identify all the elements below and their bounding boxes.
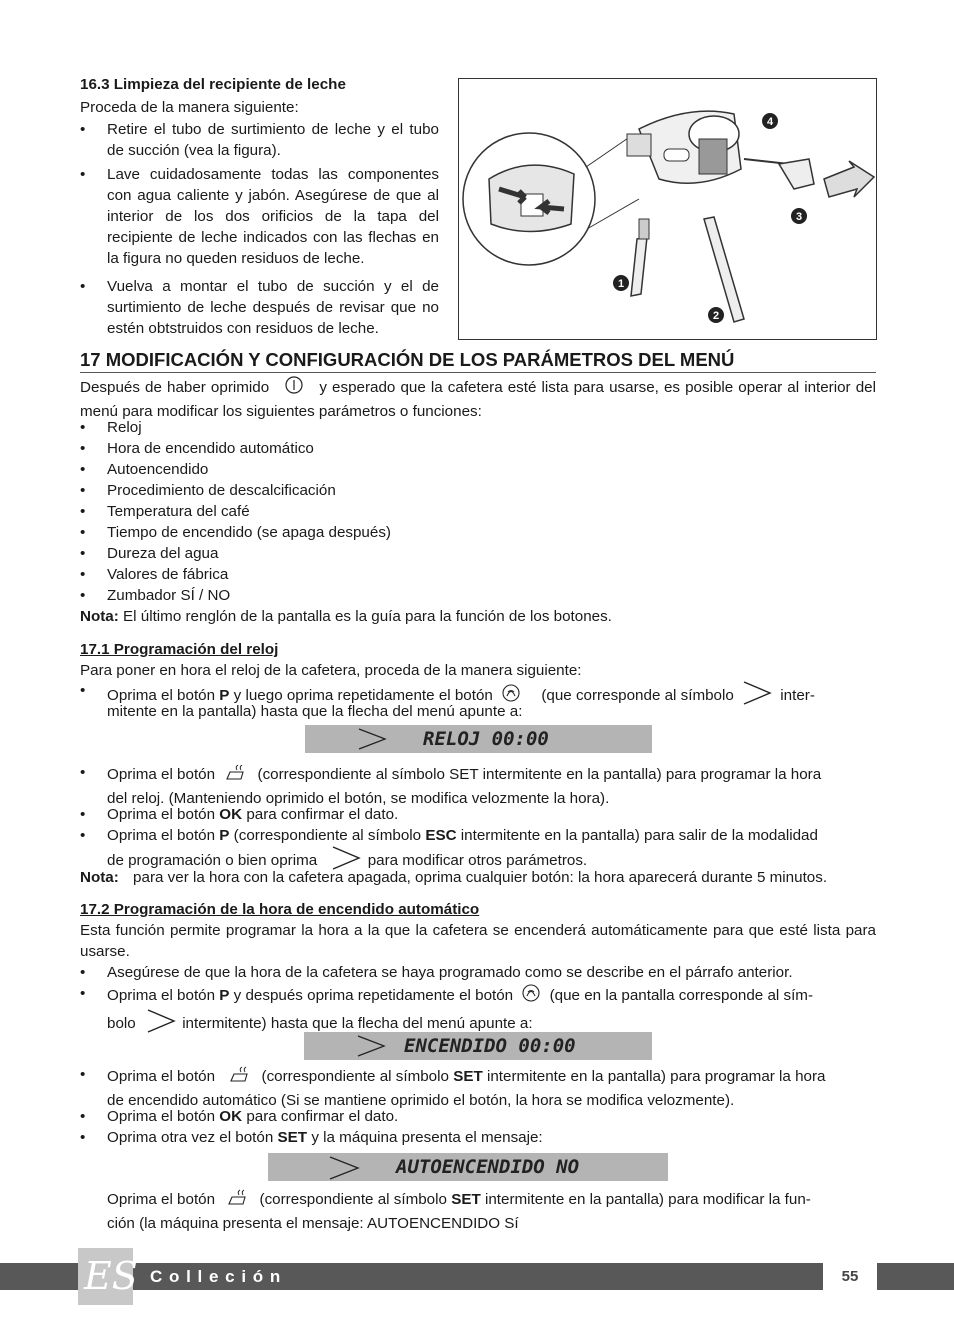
display-encendido: ENCENDIDO 00:00 (304, 1032, 652, 1060)
display-reloj: RELOJ 00:00 (305, 725, 652, 753)
list-item: • Oprima el botón P (correspondiente al símbolo ESC intermitente en la pantalla) para salir de la modalidad de programación o bien oprima para modificar otros parámetros. (80, 825, 876, 876)
list-item: • Oprima el botón (correspondiente al símbolo SET intermitente en la pantalla) para programar la hora de encendido automático (Si se mantiene oprimido el botón, la hora se modifica velozmente). (80, 1066, 826, 1109)
list-item: • Procedimiento de descalcificación (80, 482, 336, 499)
collection-logo: ES (78, 1248, 133, 1305)
section-17-1-heading: 17.1 Programación del reloj (80, 641, 279, 658)
section-17-1-note: Nota: para ver la hora con la cafetera apagada, oprima cualquier botón: la hora aparecerá durante 5 minutos. (80, 869, 828, 886)
section-17-2-paragraph: Oprima el botón (correspondiente al símbolo SET intermitente en la pantalla) para modificar la fun- ción (la máquina presenta el mensaje: AUTOENCENDIDO Sí (107, 1187, 876, 1234)
menu-arrow-icon (356, 1035, 386, 1057)
figure-label-1: 1 (617, 278, 625, 290)
section-17-2-heading: 17.2 Programación de la hora de encendido automático (80, 901, 480, 918)
list-item: • Autoencendido (80, 461, 209, 478)
figure-label-3: 3 (795, 211, 803, 223)
section-17-heading: 17 MODIFICACIÓN Y CONFIGURACIÓN DE LOS PARÁMETROS DEL MENÚ (80, 349, 876, 373)
menu-arrow-icon (742, 680, 772, 712)
list-item: • Vuelva a montar el tubo de succión y el de surtimiento de leche después de revisar que no estén obtstruidos con residuos de leche. (80, 278, 439, 337)
page-number: 55 (841, 1268, 859, 1285)
menu-arrow-icon (146, 1009, 176, 1039)
list-item: • Lave cuidadosamente todas las componentes con agua caliente y jabón. Asegúrese de que al interior de los dos orificios de la tapa del recipiente de leche indicados con las flechas en la figura no queden residuos de leche. (80, 166, 439, 267)
parameters-list (80, 417, 876, 606)
milk-container-figure (458, 78, 877, 340)
section-16-3-intro: Proceda de la manera siguiente: (80, 99, 299, 116)
footer-bar (0, 1263, 954, 1290)
menu-arrow-icon (357, 728, 387, 750)
list-item: • Oprima el botón OK para confirmar el dato. (80, 1108, 399, 1125)
section-17-1-intro: Para poner en hora el reloj de la cafetera, proceda de la manera siguiente: (80, 662, 582, 679)
list-item: • Dureza del agua (80, 545, 219, 562)
figure-label-2: 2 (712, 310, 720, 322)
steam-dial-icon (521, 983, 541, 1009)
list-item: • Temperatura del café (80, 503, 250, 520)
menu-arrow-icon (328, 1156, 360, 1180)
figure-label-4: 4 (766, 116, 774, 128)
list-item: • Zumbador SÍ / NO (80, 587, 231, 604)
steam-dial-icon (501, 683, 521, 709)
section-16-3-heading: 16.3 Limpieza del recipiente de leche (80, 76, 346, 93)
list-item: • Retire el tubo de surtimiento de leche y el tubo de succión (vea la figura). (80, 121, 439, 159)
list-item: • Reloj (80, 419, 142, 436)
list-item: • Oprima el botón OK para confirmar el dato. (80, 806, 399, 823)
steam-set-icon (227, 1187, 249, 1213)
power-button-icon (284, 375, 304, 401)
list-item: • Oprima el botón P y luego oprima repetidamente el botón (que corresponde al símbolo inter- mitente en la pantalla) hasta que la flecha del menú apunte a: (80, 682, 815, 720)
list-item: • Tiempo de encendido (se apaga después) (80, 524, 391, 541)
section-16-3-list (80, 119, 439, 342)
list-item: • Hora de encendido automático (80, 440, 314, 457)
list-item: • Valores de fábrica (80, 566, 229, 583)
footer-brand: C o l l e c i ó n (150, 1267, 282, 1286)
page-number-box (823, 1262, 877, 1291)
steam-set-icon (225, 762, 247, 788)
display-autoencendido: AUTOENCENDIDO NO (268, 1153, 668, 1181)
list-item: • Oprima otra vez el botón SET y la máquina presenta el mensaje: (80, 1129, 543, 1146)
steam-set-icon (229, 1064, 251, 1090)
milk-container-illustration (459, 79, 878, 341)
section-17-note: Nota: El último renglón de la pantalla es la guía para la función de los botones. (80, 608, 612, 625)
section-17-intro: Después de haber oprimido y esperado que la cafetera esté lista para usarse, es posible operar al interior del menú para modificar los siguientes parámetros o funciones: (80, 375, 876, 422)
list-item: • Oprima el botón P y después oprima repetidamente el botón (que en la pantalla corresponde al sím- bolo intermitente) hasta que la flecha del menú apunte a: (80, 983, 876, 1039)
list-item: • Oprima el botón (correspondiente al símbolo SET intermitente en la pantalla) para programar la hora del reloj. (Manteniendo oprimido el botón, se modifica velozmente la hora). (80, 764, 822, 807)
list-item: • Asegúrese de que la hora de la cafetera se haya programado como se describe en el párrafo anterior. (80, 964, 793, 981)
section-17-2-intro: Esta función permite programar la hora a la que la cafetera se encenderá automáticamente para que esté lista para usarse. (80, 922, 876, 960)
